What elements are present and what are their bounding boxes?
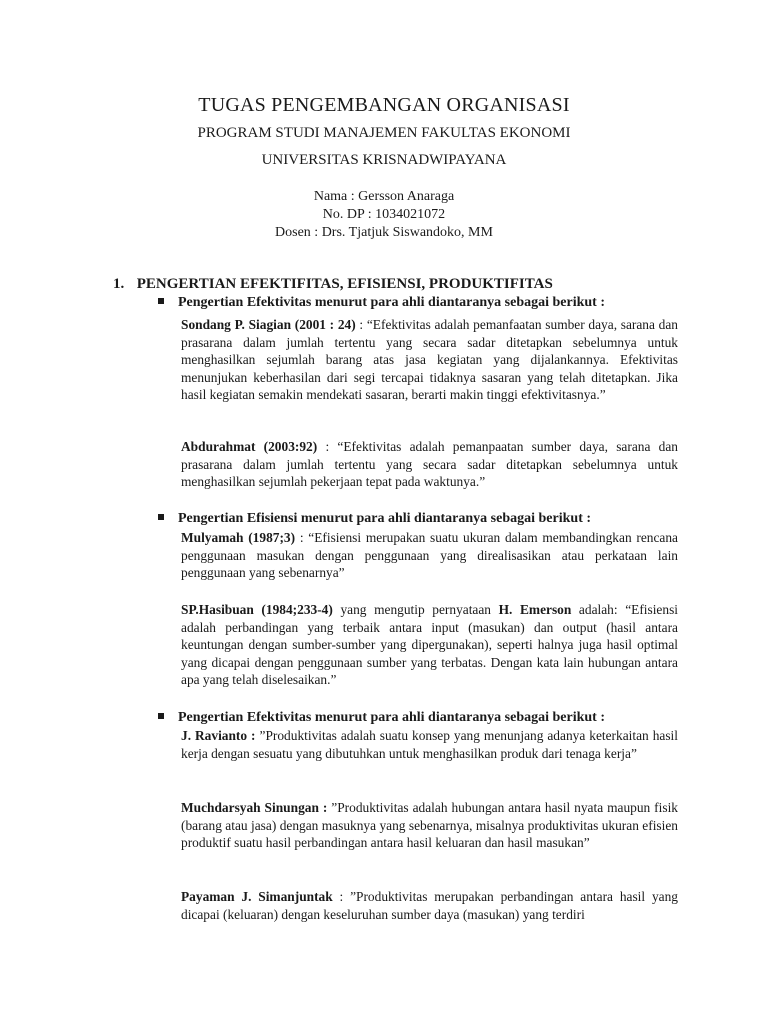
student-name: Nama : Gersson Anaraga [313, 189, 455, 204]
definition-text: ”Produktivitas adalah suatu konsep yang menunjang adanya keterkaitan hasil kerja dengan sesuatu yang dibutuhkan untuk menghasilkan produk dari tenaga kerja” [181, 728, 678, 761]
definition-hasibuan: SP.Hasibuan (1984;233-4) yang mengutip pernyataan H. Emerson adalah: “Efisiensi adalah perbandingan yang terbaik antara input (masukan) dan output (hasil antara keuntungan dengan sumber-sumber yang dipergunakan), seperti halnya juga hasil optimal yang dicapai dengan penggunaan sumber yang terbatas. Dengan kata lain hubungan antara apa yang telah diselesaikan.” [181, 602, 679, 688]
definition-abdurahmat: Abdurahmat (2003:92) : “Efektivitas adalah pemanpaatan sumber daya, sarana dan prasarana dalam jumlah tertentu yang secara sadar ditetapkan sebelumnya untuk menghasilkan sejumlah pekerjaan tepat pada waktunya.” [181, 439, 678, 490]
source-name: Muchdarsyah Sinungan : [181, 800, 328, 815]
source-name: Abdurahmat (2003:92) [181, 439, 318, 454]
definition-ravianto [181, 727, 678, 762]
source-name: SP.Hasibuan (1984;233-4) [181, 602, 333, 617]
definition-text: “Efektivitas adalah pemanfaatan sumber daya, sarana dan prasarana dalam jumlah tertentu yang secara sadar ditetapkan sebelumnya untuk menghasilkan sejumlah barang atas jasa kegiatan yang dijalankannya. Efektivitas menunjukan keberhasilan dari segi tercapai tidaknya sasaran yang telah ditetapkan. Jika hasil kegiatan semakin mendekati sasaran, berarti makin tinggi efektivitasnya.” [181, 317, 678, 403]
section-number: 1. [113, 276, 125, 292]
definition-siagian: Sondang P. Siagian (2001 : 24) : “Efektivitas adalah pemanfaatan sumber daya, sarana dan prasarana dalam jumlah tertentu yang secara sadar ditetapkan sebelumnya untuk menghasilkan sejumlah barang atas jasa kegiatan yang dijalankannya. Efektivitas menunjukan keberhasilan dari segi tercapai tidaknya sasaran yang telah ditetapkan. Jika hasil kegiatan semakin mendekati sasaran, berarti makin tinggi efektivitasnya.” [181, 317, 678, 403]
document-title: TUGAS PENGEMBANGAN ORGANISASI [198, 94, 570, 116]
student-number: No. DP : 1034021072 [322, 207, 446, 222]
bullet-icon [158, 298, 164, 304]
bullet-heading-produktivitas: Pengertian Efektivitas menurut para ahli diantaranya sebagai berikut : [158, 710, 605, 726]
definition-mulyamah: Mulyamah (1987;3) : “Efisiensi merupakan suatu ukuran dalam membandingkan rencana penggunaan masukan dengan penggunaan yang direalisasikan atau perkataan lain penggunaan yang sebenarnya” [181, 530, 678, 581]
study-program: PROGRAM STUDI MANAJEMEN FAKULTAS EKONOMI [197, 125, 571, 141]
bullet-icon [158, 514, 164, 520]
definition-text: “Efisiensi merupakan suatu ukuran dalam membandingkan rencana penggunaan masukan dengan penggunaan yang direalisasikan atau perkataan lain penggunaan yang sebenarnya” [181, 530, 678, 581]
bullet-icon [158, 713, 164, 719]
definition-text: “Efisiensi adalah perbandingan yang terbaik antara input (masukan) dan output (hasil antara keuntungan dengan sumber-sumber yang dipergunakan), seperti halnya juga hasil optimal yang dicapai dengan penggunaan sumber yang terbatas. Dengan kata lain hubungan antara apa yang telah diselesaikan.” [181, 602, 679, 688]
bullet-heading-efisiensi: Pengertian Efisiensi menurut para ahli diantaranya sebagai berikut : [158, 511, 591, 527]
university-name: UNIVERSITAS KRISNADWIPAYANA [261, 152, 507, 168]
definition-text: ”Produktivitas merupakan perbandingan antara hasil yang dicapai (keluaran) dengan keseluruhan sumber daya (masukan) yang terdiri [181, 889, 678, 922]
definition-text: “Efektivitas adalah pemanpaatan sumber daya, sarana dan prasarana dalam jumlah tertentu yang secara sadar ditetapkan sebelumnya untuk menghasilkan sejumlah pekerjaan tepat pada waktunya.” [181, 439, 678, 490]
definition-text: ”Produktivitas adalah hubungan antara hasil nyata maupun fisik (barang atau jasa) dengan masuknya yang sebenarnya, misalnya produktivitas ukuran efisien produktif suatu hasil perbandingan antara hasil keluaran dan hasil masukan” [181, 800, 678, 851]
source-name-emerson: H. Emerson [498, 602, 572, 617]
section-heading [113, 276, 553, 293]
section-title: PENGERTIAN EFEKTIFITAS, EFISIENSI, PRODUKTIFITAS [136, 276, 553, 292]
source-name: Sondang P. Siagian (2001 : 24) [181, 317, 356, 332]
source-name: Mulyamah (1987;3) [181, 530, 296, 545]
source-name: J. Ravianto : [181, 728, 256, 743]
lecturer-name: Dosen : Drs. Tjatjuk Siswandoko, MM [275, 225, 493, 240]
definition-simanjuntak: Payaman J. Simanjuntak : ”Produktivitas merupakan perbandingan antara hasil yang dicapai (keluaran) dengan keseluruhan sumber daya (masukan) yang terdiri [181, 889, 678, 922]
definition-sinungan [181, 799, 678, 852]
bullet-heading-efektivitas: Pengertian Efektivitas menurut para ahli diantaranya sebagai berikut : [158, 295, 605, 311]
source-name: Payaman J. Simanjuntak [181, 889, 333, 904]
